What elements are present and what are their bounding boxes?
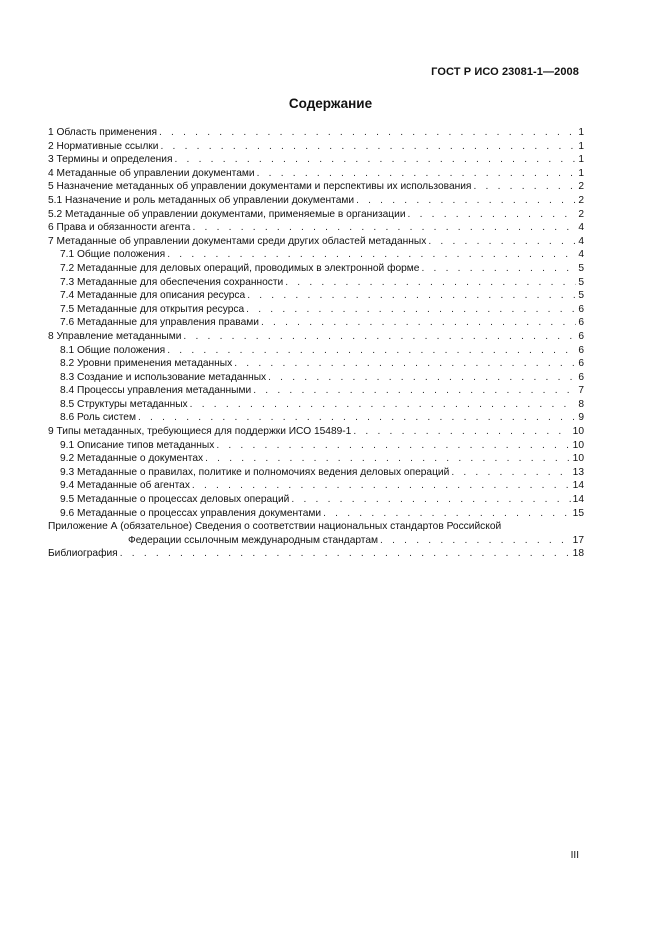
appendix-entry[interactable] <box>48 534 584 548</box>
toc-entry-label: 8 Управление метаданными <box>48 330 182 342</box>
dot-leader <box>160 140 576 154</box>
toc-entry-page: 1 <box>578 140 584 152</box>
toc-entry-label: 8.5 Структуры метаданных <box>60 398 188 410</box>
toc-entry-label: 8.4 Процессы управления метаданными <box>60 385 252 397</box>
dot-leader <box>183 330 576 344</box>
toc-entry-label: Федерации ссылочным международным стандартам <box>128 534 379 546</box>
toc-entry[interactable] <box>48 357 584 371</box>
toc-entry[interactable] <box>48 507 584 521</box>
toc-entry[interactable] <box>48 466 584 480</box>
toc-entry[interactable] <box>48 452 584 466</box>
dot-leader <box>285 276 576 290</box>
toc-entry[interactable] <box>48 276 584 290</box>
toc-entry-page: 14 <box>572 494 584 506</box>
toc-entry-label: 9.3 Метаданные о правилах, политике и полномочиях ведения деловых операций <box>60 466 450 478</box>
toc-entry-label: 7.3 Метаданные для обеспечения сохранности <box>60 276 284 288</box>
toc-entry-label: 9.5 Метаданные о процессах деловых операций <box>60 494 290 506</box>
toc-entry-page: 5 <box>578 262 584 274</box>
toc-entry-page: 6 <box>578 317 584 329</box>
dot-leader <box>380 534 571 548</box>
toc-entry-label: 9.2 Метаданные о документах <box>60 453 204 465</box>
toc-entry-page: 5 <box>578 276 584 288</box>
toc-entry-label: 5.1 Назначение и роль метаданных об управлении документами <box>48 194 355 206</box>
dot-leader <box>408 208 577 222</box>
toc-entry-page: 15 <box>572 507 584 519</box>
toc-entry[interactable] <box>48 194 584 208</box>
toc-entry-label: 8.6 Роль систем <box>60 412 136 424</box>
toc-entry[interactable] <box>48 167 584 181</box>
toc-entry[interactable] <box>48 248 584 262</box>
toc-entry-label: 9.1 Описание типов метаданных <box>60 439 215 451</box>
toc-entry-page: 5 <box>578 290 584 302</box>
dot-leader <box>473 180 576 194</box>
toc-entry-label: 5.2 Метаданные об управлении документами, применяемые в организации <box>48 208 406 220</box>
dot-leader <box>353 425 570 439</box>
toc-entry-label: 7.6 Метаданные для управления правами <box>60 317 259 329</box>
toc-entry-page: 14 <box>572 480 584 492</box>
dot-leader <box>174 153 576 167</box>
dot-leader <box>192 479 571 493</box>
toc-entry-label: 7.1 Общие положения <box>60 249 166 261</box>
toc-entry-label: 9 Типы метаданных, требующиеся для поддержки ИСО 15489-1 <box>48 426 352 438</box>
dot-leader <box>246 303 576 317</box>
toc-entry-page: 2 <box>578 208 584 220</box>
toc-entry-page: 6 <box>578 358 584 370</box>
dot-leader <box>120 547 571 561</box>
dot-leader <box>190 398 577 412</box>
dot-leader <box>261 316 576 330</box>
dot-leader <box>268 371 576 385</box>
toc-entry-page: 1 <box>578 154 584 166</box>
toc-entry-label: 7.4 Метаданные для описания ресурса <box>60 290 246 302</box>
toc-entry[interactable] <box>48 344 584 358</box>
toc-entry[interactable] <box>48 316 584 330</box>
toc-entry[interactable] <box>48 384 584 398</box>
toc-entry-label: 7.2 Метаданные для деловых операций, проводимых в электронной форме <box>60 262 420 274</box>
toc-entry-label: 8.1 Общие положения <box>60 344 166 356</box>
toc-entry-label: Библиография <box>48 548 118 560</box>
bibliography-entry[interactable] <box>48 547 584 561</box>
dot-leader <box>253 384 576 398</box>
toc-entry-label: 8.3 Создание и использование метаданных <box>60 371 267 383</box>
dot-leader <box>167 344 576 358</box>
toc-entry-label: 9.6 Метаданные о процессах управления документами <box>60 507 322 519</box>
toc-entry-page: 6 <box>578 303 584 315</box>
toc-entry-page: 4 <box>578 235 584 247</box>
toc-entry[interactable] <box>48 398 584 412</box>
toc-entry-page: 10 <box>572 439 584 451</box>
dot-leader <box>257 167 577 181</box>
dot-leader <box>234 357 576 371</box>
dot-leader <box>323 507 571 521</box>
toc-entry-label: 1 Область применения <box>48 127 157 138</box>
dot-leader <box>216 439 570 453</box>
toc-entry[interactable] <box>48 439 584 453</box>
toc-entry-page: 2 <box>578 181 584 193</box>
page-number: III <box>570 850 579 861</box>
dot-leader <box>159 126 576 140</box>
dot-leader <box>451 466 570 480</box>
table-of-contents <box>48 126 584 561</box>
toc-entry-page: 4 <box>578 222 584 234</box>
appendix-entry-line-1[interactable]: Приложение А (обязательное) Сведения о соответствии национальных стандартов Российской <box>48 521 502 533</box>
toc-entry[interactable] <box>48 235 584 249</box>
dot-leader <box>291 493 570 507</box>
toc-entry[interactable] <box>48 303 584 317</box>
dot-leader <box>356 194 576 208</box>
toc-entry-page: 9 <box>578 412 584 424</box>
toc-entry-label: 2 Нормативные ссылки <box>48 140 159 152</box>
toc-entry[interactable] <box>48 371 584 385</box>
toc-entry[interactable] <box>48 126 584 140</box>
toc-entry-label: 8.2 Уровни применения метаданных <box>60 358 233 370</box>
toc-entry[interactable] <box>48 289 584 303</box>
toc-entry-page: 17 <box>572 534 584 546</box>
toc-entry-page: 13 <box>572 466 584 478</box>
toc-entry[interactable] <box>48 493 584 507</box>
toc-entry[interactable] <box>48 221 584 235</box>
dot-leader <box>138 411 576 425</box>
toc-entry[interactable] <box>48 140 584 154</box>
toc-entry[interactable] <box>48 153 584 167</box>
toc-entry[interactable] <box>48 262 584 276</box>
dot-leader <box>247 289 576 303</box>
dot-leader <box>421 262 576 276</box>
toc-entry[interactable] <box>48 208 584 222</box>
toc-entry-label: 4 Метаданные об управлении документами <box>48 167 255 179</box>
toc-entry-label: 3 Термины и определения <box>48 154 173 166</box>
toc-entry[interactable] <box>48 330 584 344</box>
toc-entry-label: 9.4 Метаданные об агентах <box>60 480 190 492</box>
toc-entry-page: 1 <box>578 127 584 138</box>
toc-entry-label: 6 Права и обязанности агента <box>48 222 191 234</box>
toc-entry-page: 6 <box>578 371 584 383</box>
toc-entry[interactable] <box>48 425 584 439</box>
toc-entry-page: 7 <box>578 385 584 397</box>
document-code: ГОСТ Р ИСО 23081-1—2008 <box>431 66 579 78</box>
toc-entry-label: 7.5 Метаданные для открытия ресурса <box>60 303 245 315</box>
toc-entry-page: 1 <box>578 167 584 179</box>
toc-entry-page: 2 <box>578 194 584 206</box>
toc-entry[interactable] <box>48 479 584 493</box>
dot-leader <box>428 235 576 249</box>
dot-leader <box>167 248 576 262</box>
toc-entry-label: 7 Метаданные об управлении документами среди других областей метаданных <box>48 235 427 247</box>
toc-entry-page: 18 <box>572 548 584 560</box>
dot-leader <box>192 221 576 235</box>
toc-entry-page: 8 <box>578 398 584 410</box>
toc-entry-label: 5 Назначение метаданных об управлении документами и перспективы их использования <box>48 181 472 193</box>
toc-entry-page: 6 <box>578 344 584 356</box>
toc-entry-page: 10 <box>572 426 584 438</box>
toc-entry[interactable] <box>48 411 584 425</box>
toc-entry-page: 4 <box>578 249 584 261</box>
toc-entry-page: 6 <box>578 330 584 342</box>
toc-title: Содержание <box>288 96 373 111</box>
dot-leader <box>205 452 571 466</box>
toc-entry-page: 10 <box>572 453 584 465</box>
toc-entry[interactable] <box>48 180 584 194</box>
